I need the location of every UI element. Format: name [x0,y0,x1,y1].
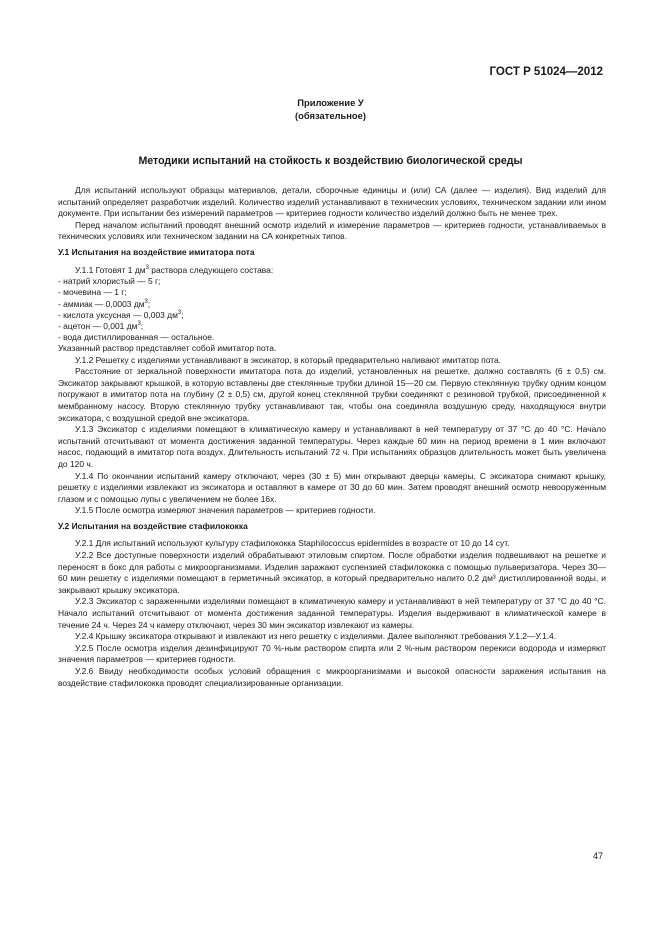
paragraph: У.1.2 Решетку с изделиями устанавливают в эксикатор, в который предварительно наливают имитатор пота. [75,354,502,365]
paragraph: У.2.1 Для испытаний используют культуру стафилококка Staphilococcus epidermides в возрасте от 10 до 14 сут. [75,538,510,549]
section-heading: У.1 Испытания на воздействие имитатора пота [58,246,255,257]
appendix-status: (обязательное) [295,110,366,121]
standard-header: ГОСТ Р 51024—2012 [489,66,603,78]
list-item: - натрий хлористый — 5 г; [58,276,161,287]
paragraph: Перед началом испытаний проводят внешний осмотр изделий и измерение параметров — критериев годности, устанавливаемых в технических условиях или техническом задании на СА конкретных типов. [58,219,606,242]
paragraph: У.2.4 Крышку эксикатора открывают и извлекают из него решетку с изделиями. Далее выполняют требования У.1.2—У.1.4. [75,631,557,642]
list-item: - аммиак — 0,0003 $дм^3$; [58,298,151,309]
composition-list [58,276,606,354]
section-title: Методики испытаний на стойкость к воздействию биологической среды [138,155,523,167]
list-item: - ацетон — 0,001 $дм^3$; [58,320,144,331]
paragraph: У.2.6 Ввиду необходимости особых условий обращения с микроорганизмами и высокой опасности заражения испытания на воздействие стафилококка проводят специализированные организации. [58,666,606,688]
document-body [58,185,606,689]
appendix-label [0,96,661,122]
list-item: - вода дистиллированная — остальное. [58,332,215,343]
list-item: - кислота уксусная — 0,003 $дм^3$; [58,309,184,320]
paragraph: У.2.3 Эксикатор с зараженными изделиями помещают в климатичекую камеру и устанавливают в ней температуру от 37 °С до 40 °С. Начало испытаний отсчитывают от момента достижения заданной температуры. Изделия выдерживают в климатической камере в течение 24 ч. Через 24 ч камеру отключают, через 30 мин эксикатор извлекают из камеры. [58,596,606,630]
paragraph: У.1.1 Готовят 1 $дм^3$ раствора следующего состава: [75,264,274,275]
appendix-title: Приложение У [297,97,364,108]
section-heading: У.2 Испытания на воздействие стафилококка [58,520,248,531]
paragraph: У.1.3 Эксикатор с изделиями помещают в климатическую камеру и устанавливают в ней температуру от 37 °С до 40 °С. Начало испытаний отсчитывают от момента достижения заданной температуры. Через каждые 60 мин на период времени в 1 мин включают насос, подающий в имитатор пота воздух. Длительность испытаний 72 ч. При испытаниях образцов длительность может быть увеличена до 120 ч. [58,424,606,469]
paragraph: У.1.5 После осмотра измеряют значения параметров — критериев годности. [75,505,376,516]
paragraph: У.1.4 По окончании испытаний камеру отключают, через (30 ± 5) мин открывают дверцы камеры. С эксикатора снимают крышку, решетку с изделиями извлекают из эксикатора и оставляют в камере от 30 до 60 мин. Затем проводят внешний осмотр невооруженным глазом и с помощью лупы с увеличением не более 16х. [58,470,606,504]
paragraph: Для испытаний используют образцы материалов, детали, сборочные единицы и (или) СА (далее — изделия). Вид изделий для испытаний определяет разработчик изделий. Количество изделий устанавливают в технических условиях, техническом задании или ином документе. При испытании без измерений параметров — критериев годности количество изделий должно быть не менее трех. [58,185,606,219]
paragraph: Расстояние от зеркальной поверхности имитатора пота до изделий, установленных на решетке, должно составлять (6 ± 0,5) см. Эксикатор закрывают крышкой, в которую вставлены две стеклянные трубки длиной 15—20 см. Первую стеклянную трубку одним концом погружают в имитатор пота на глубину (2 ± 0,5) см, другой конец стеклянной трубки соединяют с резиновой трубкой, присоединенной к мембранному насосу. Вторую стеклянную трубку устанавливают так, чтобы она соединяла воздушную среду, находящуюся внутри эксикатора, с воздушной средой вне эксикатора. [58,366,606,423]
page-number: 47 [592,851,603,861]
paragraph: У.2.5 После осмотра изделия дезинфицируют 70 %-ным раствором спирта или 2 %-ным раствором перекиси водорода и измеряют значения параметров — критериев годности. [58,642,606,665]
list-item: - мочевина — 1 г; [58,287,127,298]
paragraph: Указанный раствор представляет собой имитатор пота. [58,343,277,354]
paragraph: У.2.2 Все доступные поверхности изделий обрабатывают этиловым спиртом. После обработки изделия подвешивают на решетке и переносят в бокс для работы с микроорганизмами. Изделия заражают суспензией стафилококка с помощью пульверизатора. Через 30—60 мин решетку с изделиями помещают в герметичный эксикатор, в который предварительно налито 0,2 дм³ дистиллированной воды, и закрывают крышку эксикатора. [58,550,606,595]
